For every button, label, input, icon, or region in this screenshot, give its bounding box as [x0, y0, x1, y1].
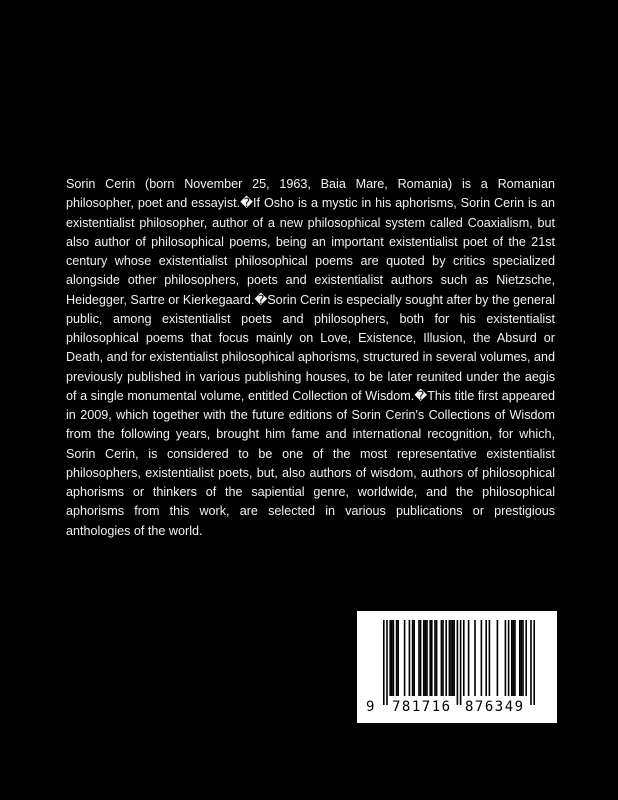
barcode-bar	[404, 620, 406, 696]
barcode-bar	[485, 620, 487, 696]
barcode-bar	[513, 620, 515, 696]
barcode-bar	[425, 620, 427, 696]
barcode-bar	[420, 620, 422, 696]
barcode-bar	[413, 620, 415, 696]
barcode-right-digits: 876349	[465, 699, 525, 715]
barcode-bar	[436, 620, 438, 696]
barcode-bar	[511, 620, 513, 696]
barcode-first-digit: 9	[366, 699, 375, 715]
barcode-bar	[412, 620, 414, 696]
barcode-bar	[468, 620, 470, 696]
isbn-barcode	[357, 611, 557, 723]
barcode-bar	[429, 620, 431, 696]
barcode-bar	[431, 620, 433, 696]
barcode-bar	[449, 620, 451, 696]
barcode-bar	[514, 620, 516, 696]
barcode-bar	[489, 620, 491, 696]
barcode-guard-bar	[530, 620, 532, 705]
barcode-bar	[474, 620, 476, 696]
barcode-bar	[481, 620, 483, 696]
barcode-bar	[409, 620, 411, 696]
barcode-bar	[426, 620, 428, 696]
barcode-bar	[521, 620, 523, 696]
barcode-bar	[418, 620, 420, 696]
barcode-left-digits: 781716	[392, 699, 452, 715]
barcode-guard-bar	[383, 620, 385, 705]
barcode-guard-bar	[533, 620, 535, 705]
barcode-bar	[453, 620, 455, 696]
barcode-bar	[522, 620, 524, 696]
barcode-guard-bar	[386, 620, 388, 705]
barcode-bar	[519, 620, 521, 696]
barcode-digits	[357, 699, 557, 719]
barcode-bar	[393, 620, 395, 696]
barcode-bar	[441, 620, 443, 696]
barcode-bar	[463, 620, 465, 696]
barcode-bar	[450, 620, 452, 696]
barcode-bar	[452, 620, 454, 696]
barcode-bar	[434, 620, 436, 696]
barcode-bar	[389, 620, 391, 696]
barcode-bar	[497, 620, 499, 696]
barcode-bar	[391, 620, 393, 696]
barcode-bar	[396, 620, 398, 696]
barcode-bar	[508, 620, 510, 696]
barcode-guard-bar	[460, 620, 462, 705]
barcode-bar	[525, 620, 527, 696]
barcode-bar	[423, 620, 425, 696]
barcode-bar	[442, 620, 444, 696]
barcode-bar	[397, 620, 399, 696]
barcode-bar	[445, 620, 447, 696]
barcode-bar	[505, 620, 507, 696]
book-description: Sorin Cerin (born November 25, 1963, Baia Mare, Romania) is a Romanian philosopher, poet and essayist.�If Osho is a mystic in his aphorisms, Sorin Cerin is an existentialist philosopher, author of a new philosophical system called Coaxialism, but also author of philosophical poems, being an important existentialist poet of the 21st century whose existentialist philosophical poems are quoted by critics specialized alongside other philosophers, poets and existentialist authors such as Nietzsche, Heidegger, Sartre or Kierkegaard.�Sorin Cerin is especially sought after by the general public, among existentialist poets and philosophers, both for his existentialist philosophical poems that focus mainly on Love, Existence, Illusion, the Absurd or Death, and for existentialist philosophical aphorisms, structured in several volumes, and previously published in various publishing houses, to be later reunited under the aegis of a single monumental volume, entitled Collection of Wisdom.�This title first appeared in 2009, which together with the future editions of Sorin Cerin's Collections of Wisdom from the following years, brought him fame and international recognition, for which, Sorin Cerin, is considered to be one of the most representative existentialist philosophers, existentialist poets, but, also authors of wisdom, authors of philosophical aphorisms or thinkers of the sapiential genre, worldwide, and the philosophical aphorisms from this work, are selected in various publications or prestigious anthologies of the world.	[66, 177, 555, 538]
barcode-guard-bar	[457, 620, 459, 705]
